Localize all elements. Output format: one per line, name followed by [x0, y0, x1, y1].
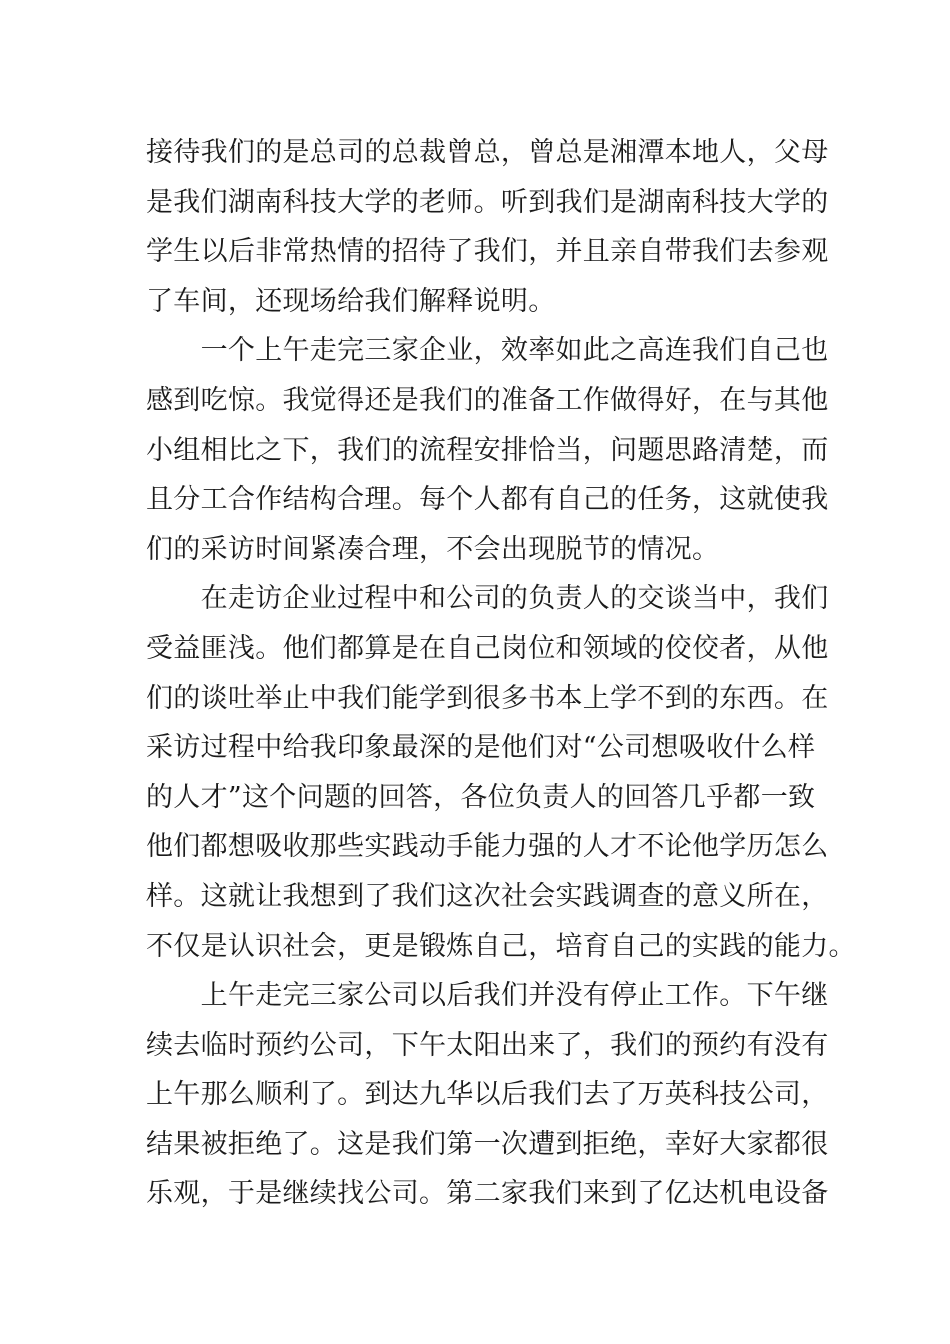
text-line: 学生以后非常热情的招待了我们，并且亲自带我们去参观	[146, 236, 829, 268]
text-line: 他们都想吸收那些实践动手能力强的人才不论他学历怎么	[146, 831, 829, 863]
text-line: 是我们湖南科技大学的老师。听到我们是湖南科技大学的	[146, 186, 829, 218]
text-line: 小组相比之下，我们的流程安排恰当，问题思路清楚，而	[146, 434, 829, 466]
text-line: 感到吃惊。我觉得还是我们的准备工作做得好，在与其他	[146, 384, 829, 416]
text-line: 们的采访时间紧凑合理，不会出现脱节的情况。	[146, 533, 720, 565]
text-line: 不仅是认识社会，更是锻炼自己，培育自己的实践的能力。	[146, 930, 856, 962]
text-line: 们的谈吐举止中我们能学到很多书本上学不到的东西。在	[146, 682, 829, 714]
text-line: 接待我们的是总司的总裁曾总，曾总是湘潭本地人，父母	[146, 137, 829, 168]
text-line: 受益匪浅。他们都算是在自己岗位和领域的佼佼者，从他	[146, 632, 829, 664]
text-line: 续去临时预约公司，下午太阳出来了，我们的预约有没有	[146, 1029, 829, 1061]
text-line: 的人才”这个问题的回答，各位负责人的回答几乎都一致	[146, 781, 816, 813]
text-line: 样。这就让我想到了我们这次社会实践调查的意义所在，	[146, 880, 829, 912]
text-line: 且分工合作结构合理。每个人都有自己的任务，这就使我	[146, 484, 829, 516]
text-line: 采访过程中给我印象最深的是他们对“公司想吸收什么样	[146, 732, 816, 764]
text-line: 乐观，于是继续找公司。第二家我们来到了亿达机电设备	[146, 1178, 829, 1210]
text-line: 结果被拒绝了。这是我们第一次遭到拒绝，幸好大家都很	[146, 1128, 829, 1160]
body-text	[146, 128, 856, 1219]
text-line: 了车间，还现场给我们解释说明。	[146, 285, 556, 317]
text-line: 上午那么顺利了。到达九华以后我们去了万英科技公司，	[146, 1079, 829, 1111]
text-line: 上午走完三家公司以后我们并没有停止工作。下午继	[146, 980, 829, 1012]
text-line: 一个上午走完三家企业，效率如此之高连我们自己也	[146, 335, 829, 367]
text-line: 在走访企业过程中和公司的负责人的交谈当中，我们	[146, 583, 829, 615]
